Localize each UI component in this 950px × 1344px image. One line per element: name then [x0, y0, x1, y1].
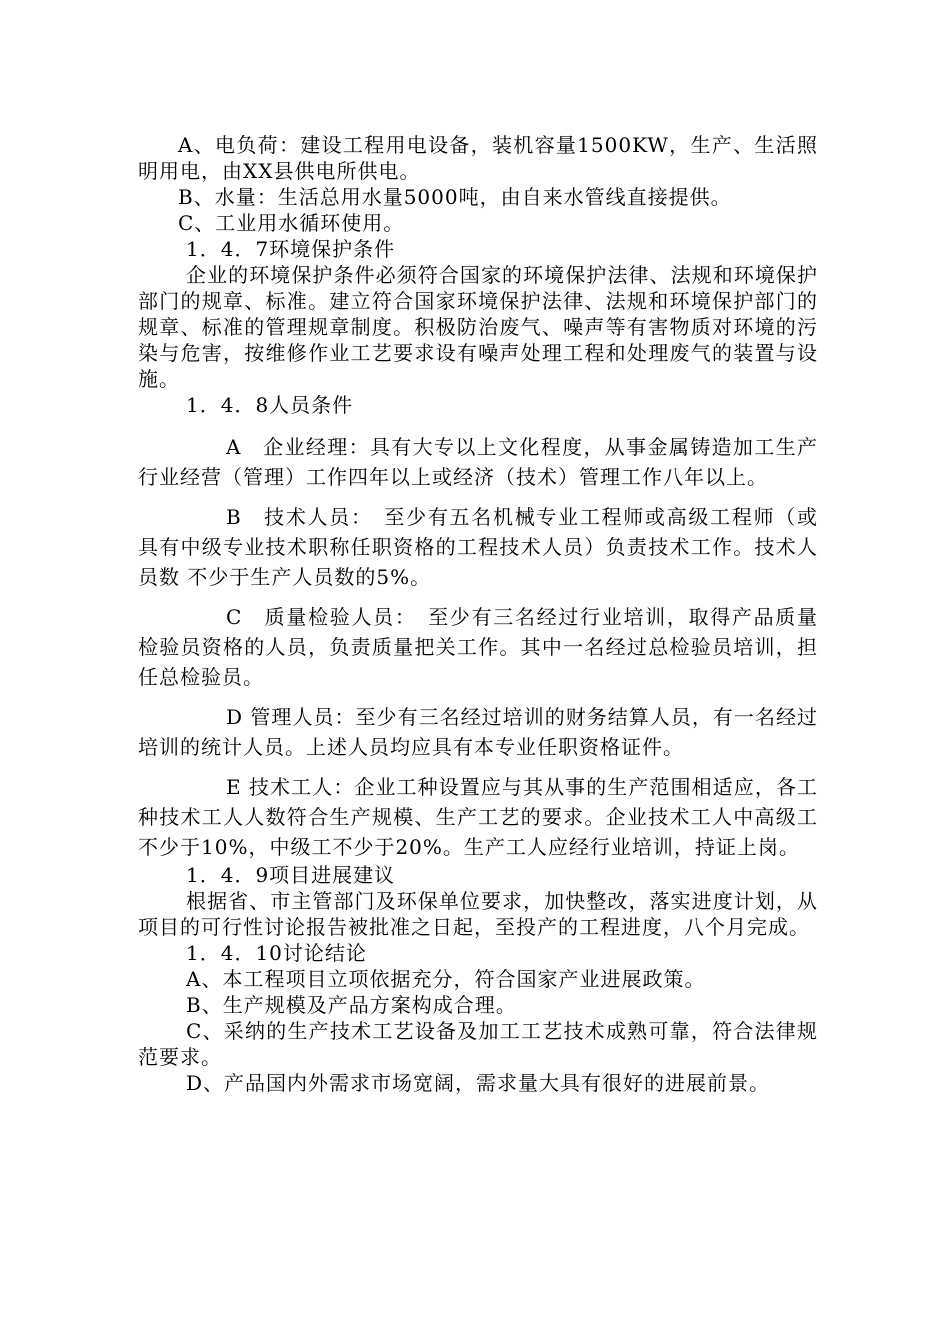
paragraph-environmental-conditions: 企业的环境保护条件必须符合国家的环境保护法律、法规和环境保护部门的规章、标准。建立符合国家环境保护法律、法规和环境保护部门的规章、标准的管理规章制度。积极防治废气、噪声等有害物质对环境的污染与危害，按维修作业工艺要求设有噪声处理工程和处理废气的装置与设施。 [138, 263, 818, 391]
paragraph-management-staff: D 管理人员：至少有三名经过培训的财务结算人员，有一名经过培训的统计人员。上述人员均应具有本专业任职资格证件。 [138, 705, 818, 759]
heading-personnel-conditions: 1．4．8人员条件 [186, 393, 354, 417]
paragraph-power-load: A、电负荷：建设工程用电设备，装机容量1500KW，生产、生活照明用电，由XX县供电所供电。 [138, 133, 818, 183]
paragraph-project-progress: 根据省、市主管部门及环保单位要求，加快整改，落实进度计划，从项目的可行性讨论报告被批准之日起，至投产的工程进度，八个月完成。 [138, 889, 818, 939]
paragraph-industrial-water: C、工业用水循环使用。 [178, 211, 405, 235]
paragraph-technical-staff: B 技术人员： 至少有五名机械专业工程师或高级工程师（或具有中级专业技术职称任职资格的工程技术人员）负责技术工作。技术人员数 不少于生产人员数的5%。 [138, 505, 818, 589]
paragraph-conclusion-b: B、生产规模及产品方案构成合理。 [186, 993, 517, 1017]
heading-project-progress: 1．4．9项目进展建议 [186, 863, 396, 887]
heading-environmental-conditions: 1．4．7环境保护条件 [186, 237, 396, 261]
paragraph-water-volume: B、水量：生活总用水量5000吨，由自来水管线直接提供。 [178, 185, 732, 209]
heading-conclusions: 1．4．10讨论结论 [186, 941, 367, 965]
document-body [138, 132, 818, 1096]
paragraph-quality-inspectors: C 质量检验人员： 至少有三名经过行业培训，取得产品质量检验员资格的人员，负责质量把关工作。其中一名经过总检验员培训，担任总检验员。 [138, 605, 818, 689]
paragraph-technical-workers: E 技术工人：企业工种设置应与其从事的生产范围相适应，各工种技术工人人数符合生产规模、生产工艺的要求。企业技术工人中高级工不少于10%，中级工不少于20%。生产工人应经行业培训，持证上岗。 [138, 775, 818, 859]
paragraph-conclusion-a: A、本工程项目立项依据充分，符合国家产业进展政策。 [186, 967, 706, 991]
paragraph-conclusion-c: C、采纳的生产技术工艺设备及加工工艺技术成熟可靠，符合法律规范要求。 [138, 1019, 818, 1069]
paragraph-conclusion-d: D、产品国内外需求市场宽阔，需求量大具有很好的进展前景。 [186, 1071, 771, 1095]
paragraph-enterprise-manager: A 企业经理：具有大专以上文化程度，从事金属铸造加工生产行业经营（管理）工作四年以上或经济（技术）管理工作八年以上。 [138, 435, 818, 489]
